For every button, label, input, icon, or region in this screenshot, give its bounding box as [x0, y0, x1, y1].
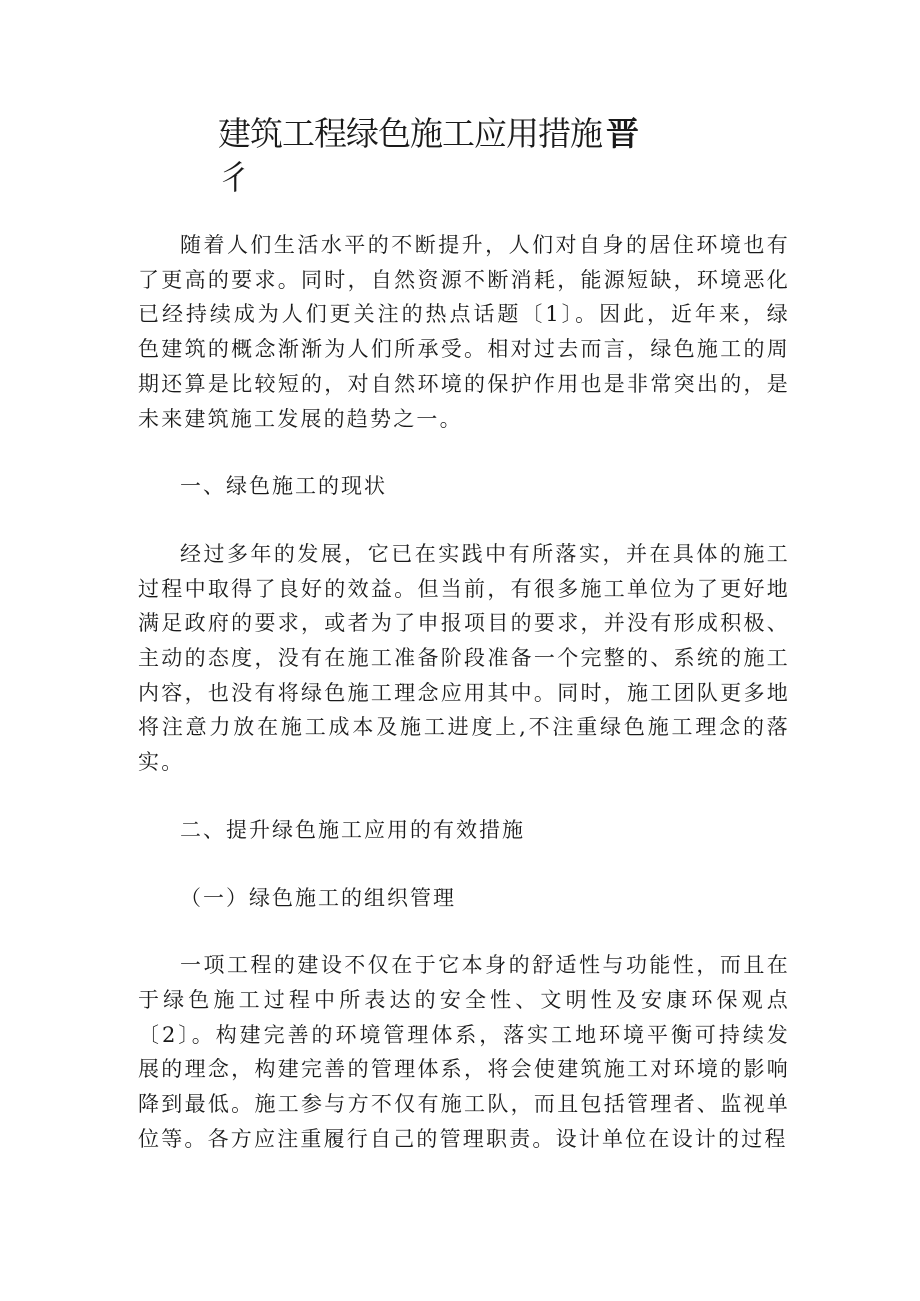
section-heading-1: 一、绿色施工的现状 [180, 474, 387, 499]
section-heading-2: 二、提升绿色施工应用的有效措施 [180, 817, 525, 842]
section-1-paragraph: 经过多年的发展，它已在实践中有所落实，并在具体的施工过程中取得了良好的效益。但当前，有很多施工单位为了更好地满足政府的要求，或者为了申报项目的要求，并没有形成积极、主动的态度，没有在施工准备阶段准备一个完整的、系统的施工内容，也没有将绿色施工理念应用其中。同时，施工团队更多地将注意力放在施工成本及施工进度上,不注重绿色施工理念的落实。 [138, 541, 790, 775]
document-body [138, 228, 790, 1156]
title-line-2: 彳 [218, 158, 250, 197]
title-line-1 [218, 112, 678, 156]
title-text: 建筑工程绿色施工应用措施 [218, 114, 602, 153]
title-stray-glyph: 晋 [606, 114, 638, 153]
subsection-1-paragraph: 一项工程的建设不仅在于它本身的舒适性与功能性，而且在于绿色施工过程中所表达的安全性、文明性及安康环保观点〔2〕。构建完善的环境管理体系，落实工地环境平衡可持续发展的理念，构建完善的管理体系，将会使建筑施工对环境的影响降到最低。施工参与方不仅有施工队，而且包括管理者、监视单位等。各方应注重履行自己的管理职责。设计单位在设计的过程 [138, 953, 790, 1151]
subsection-heading-1: （一）绿色施工的组织管理 [180, 885, 456, 910]
document-title [218, 112, 678, 200]
intro-paragraph: 随着人们生活水平的不断提升，人们对自身的居住环境也有了更高的要求。同时，自然资源不断消耗，能源短缺，环境恶化已经持续成为人们更关注的热点话题〔1〕。因此，近年来，绿色建筑的概念渐渐为人们所承受。相对过去而言，绿色施工的周期还算是比较短的，对自然环境的保护作用也是非常突出的，是未来建筑施工发展的趋势之一。 [138, 233, 790, 431]
